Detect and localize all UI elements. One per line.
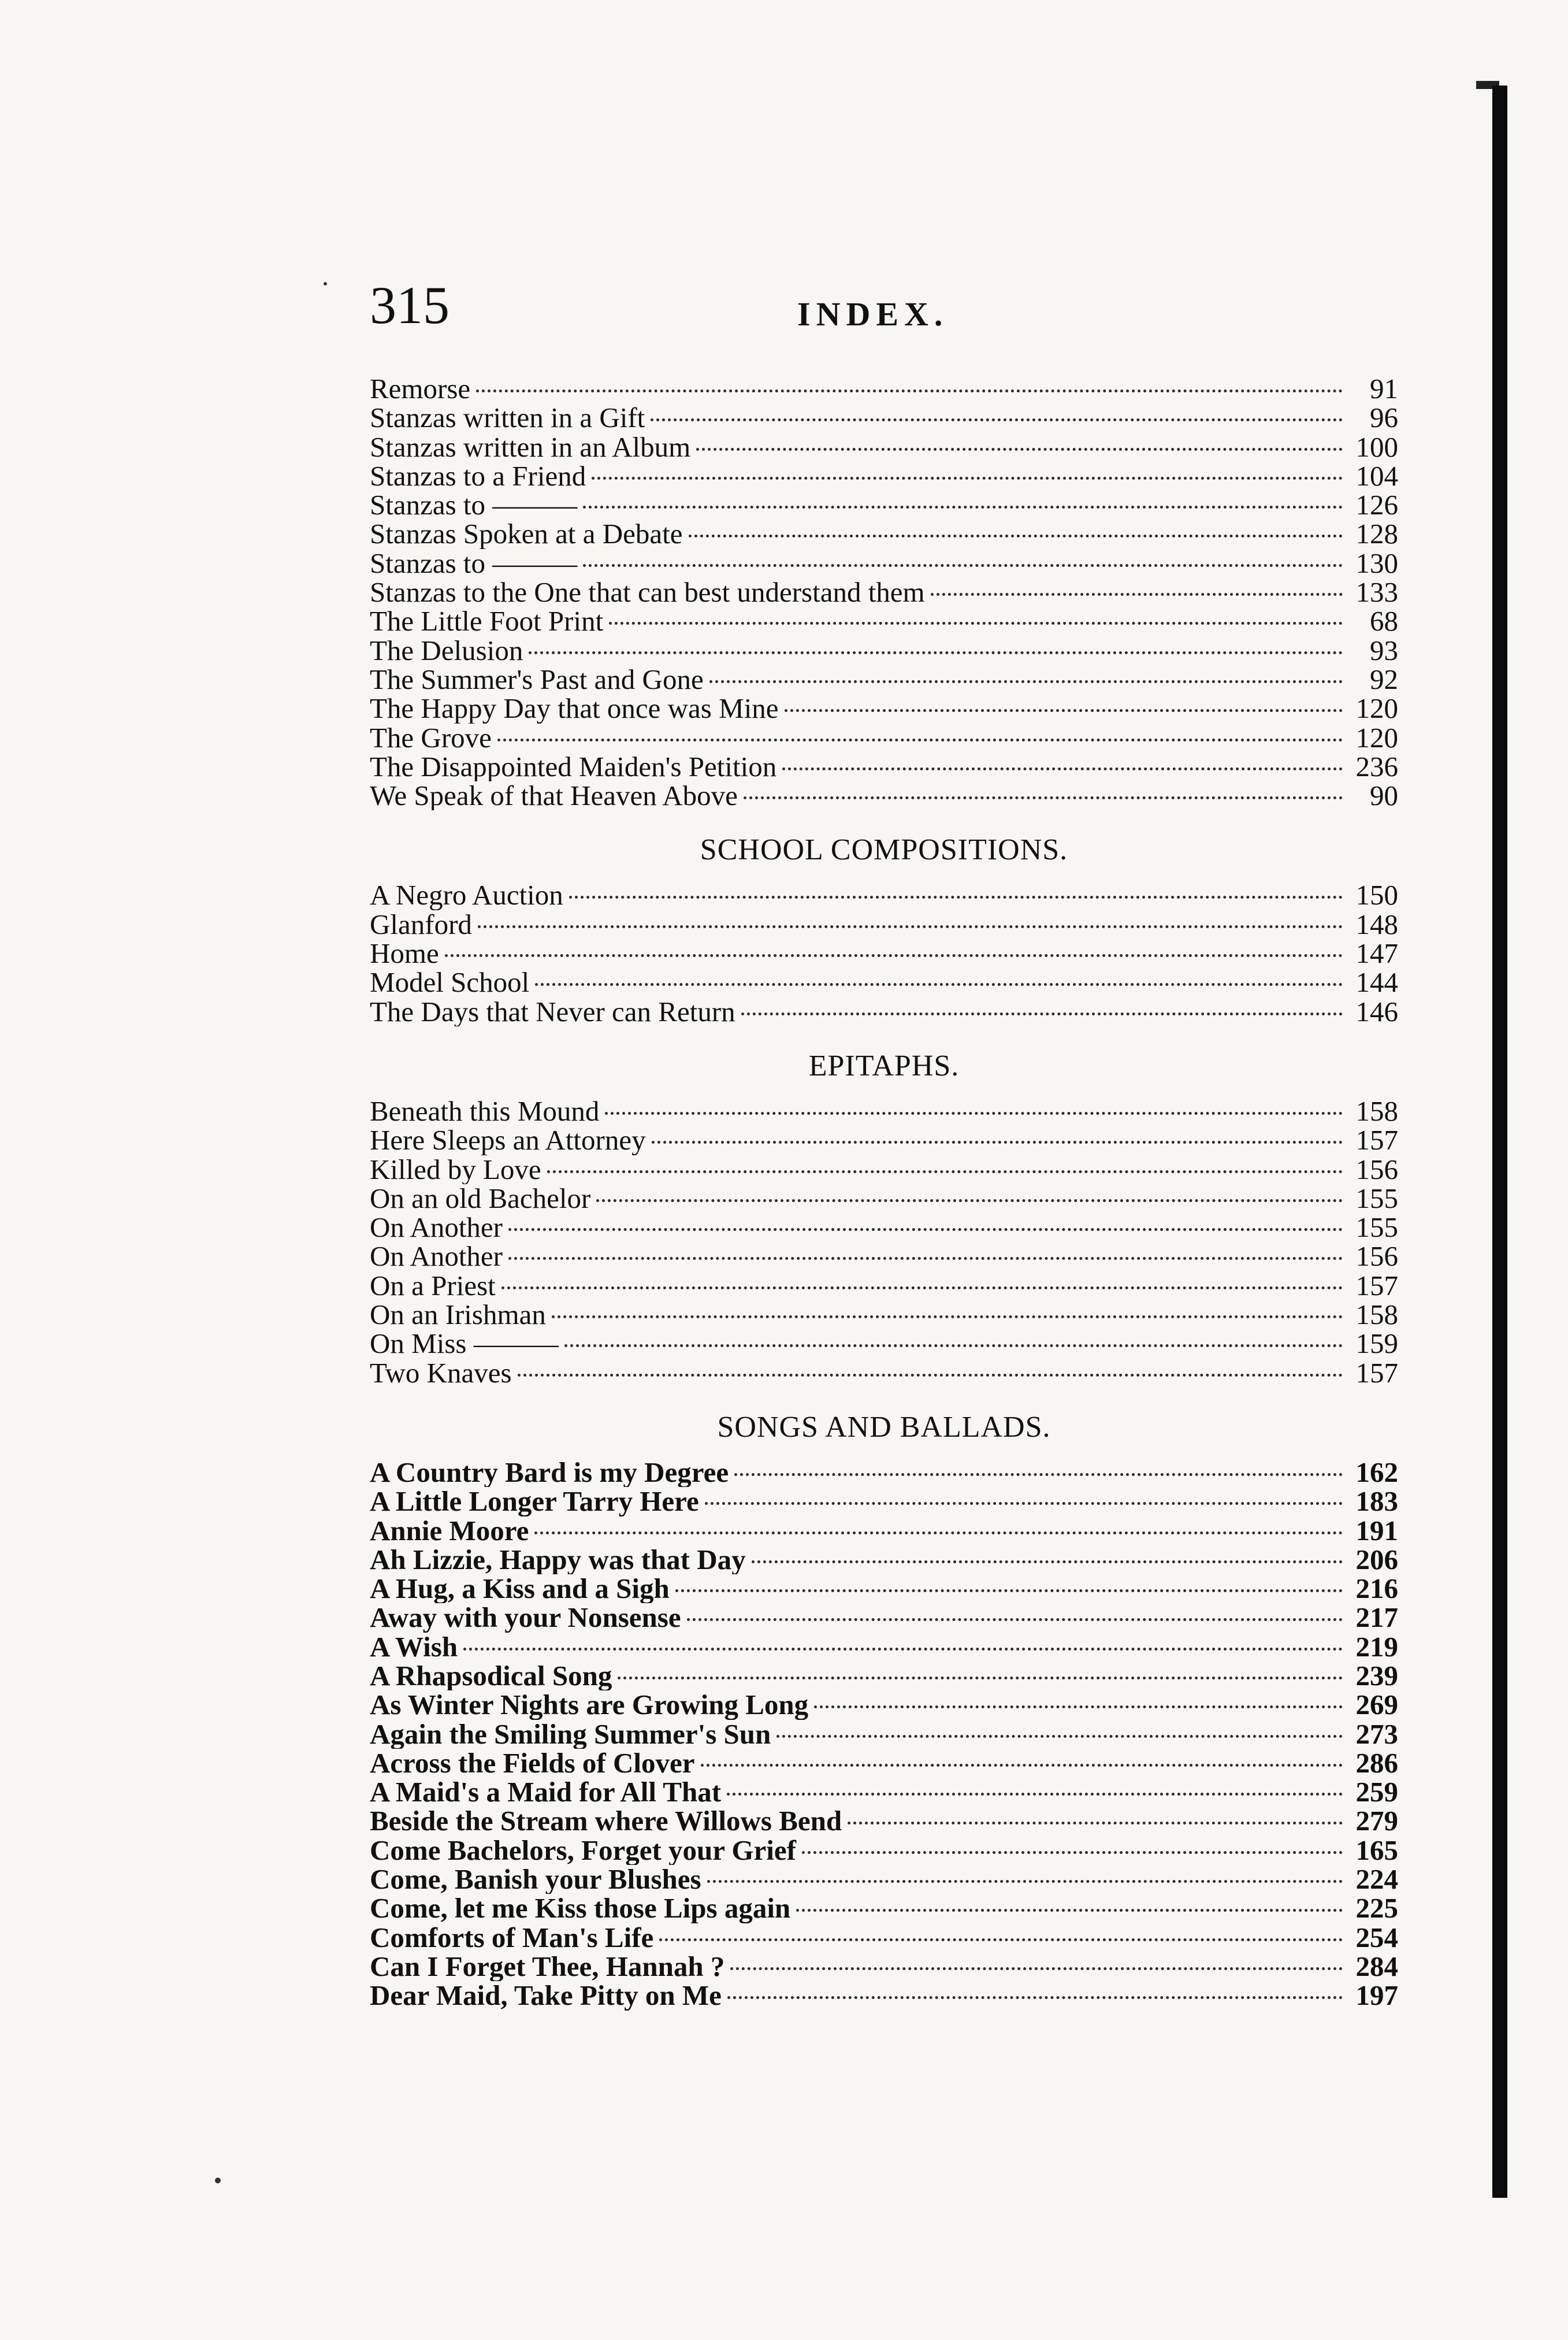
index-entry [370,694,1398,723]
index-entry [370,1545,1398,1574]
index-entry [370,1271,1398,1300]
dot-leader [534,1531,1343,1534]
entry-title: Comforts of Man's Life [370,1923,654,1952]
dot-leader [675,1589,1343,1592]
dot-leader [596,1199,1343,1202]
index-entry [370,1662,1398,1690]
entry-title: A Maid's a Maid for All That [370,1778,722,1807]
dot-leader [744,796,1343,799]
index-entry [370,1836,1398,1865]
dot-leader [518,1374,1343,1377]
index-entry [370,403,1398,432]
entry-page-number: 217 [1355,1603,1398,1633]
entry-title: Come, let me Kiss those Lips again [370,1894,791,1923]
dot-leader [564,1344,1343,1347]
entry-title: Stanzas to the One that can best understand them [370,578,925,607]
dot-leader [651,418,1343,421]
index-entry [370,549,1398,578]
entry-page-number: 120 [1355,694,1398,724]
dot-leader [705,1502,1343,1505]
entry-page-number: 100 [1355,432,1398,462]
entry-title: As Winter Nights are Growing Long [370,1690,809,1720]
index-entry [370,1242,1398,1271]
entry-page-number: 128 [1355,520,1398,549]
entry-title: Away with your Nonsense [370,1603,681,1633]
dot-leader [802,1851,1343,1854]
entry-title: A Wish [370,1632,458,1662]
entry-title: Killed by Love [370,1155,541,1184]
entry-page-number: 259 [1355,1778,1398,1807]
entry-page-number: 284 [1355,1952,1398,1982]
index-entry [370,881,1398,910]
entry-page-number: 155 [1355,1213,1398,1243]
entry-page-number: 146 [1355,997,1398,1026]
entry-page-number: 206 [1355,1545,1398,1575]
dot-leader [497,739,1343,741]
entry-title: A Little Longer Tarry Here [370,1487,699,1516]
index-entry [370,910,1398,939]
page-header [370,276,1398,340]
entry-title: The Summer's Past and Gone [370,665,704,695]
entry-title: Stanzas written in an Album [370,432,691,462]
dot-leader [776,1735,1343,1738]
entry-page-number: 157 [1355,1271,1398,1301]
entry-page-number: 93 [1370,636,1398,665]
entry-page-number: 133 [1355,578,1398,607]
entry-title: The Days that Never can Return [370,997,735,1026]
entry-title: Stanzas to ——— [370,548,578,578]
entry-title: Annie Moore [370,1516,529,1545]
dot-leader [535,983,1343,986]
dot-leader [569,896,1343,899]
index-entry [370,578,1398,607]
running-title: INDEX. [797,295,949,333]
entry-page-number: 165 [1355,1835,1398,1866]
dot-leader [609,622,1343,625]
index-entry [370,1516,1398,1545]
entry-title: A Negro Auction [370,881,563,910]
dot-leader [583,506,1343,509]
entry-title: Stanzas to a Friend [370,461,586,491]
index-section [370,1388,1398,2011]
dot-leader [618,1677,1343,1679]
ink-speck [324,282,327,285]
entry-title: The Delusion [370,636,523,665]
entry-title: Glanford [370,910,472,940]
entry-page-number: 156 [1355,1242,1398,1271]
entry-page-number: 191 [1355,1516,1398,1545]
index-entry [370,1923,1398,1952]
entry-page-number: 156 [1355,1155,1398,1184]
dot-leader [508,1257,1343,1260]
entry-title: Come, Banish your Blushes [370,1865,701,1894]
index-entry [370,997,1398,1026]
index-entry [370,1213,1398,1242]
entry-title: Dear Maid, Take Pitty on Me [370,1981,722,2011]
entry-title: The Little Foot Print [370,607,604,636]
dot-leader [734,1473,1343,1476]
dot-leader [741,1013,1343,1015]
dot-leader [592,477,1343,480]
dot-leader [848,1822,1343,1824]
index-entry [370,1981,1398,2010]
dot-leader [652,1141,1343,1144]
index-list [370,374,1398,2011]
index-entry [370,491,1398,520]
dot-leader [707,1880,1343,1883]
entry-page-number: 225 [1355,1894,1398,1923]
dot-leader [476,390,1343,392]
entry-page-number: 216 [1355,1574,1398,1604]
entry-title: The Disappointed Maiden's Petition [370,752,777,782]
index-entry [370,1807,1398,1835]
entry-title: Can I Forget Thee, Hannah ? [370,1952,725,1982]
entry-title: On an old Bachelor [370,1184,591,1214]
dot-leader [605,1112,1343,1115]
index-entry [370,1155,1398,1184]
entry-title: Come Bachelors, Forget your Grief [370,1835,796,1866]
entry-page-number: 157 [1355,1126,1398,1155]
entry-title: Ah Lizzie, Happy was that Day [370,1545,746,1575]
entry-title: On an Irishman [370,1300,546,1330]
ink-speck [215,2178,221,2183]
index-entry [370,1720,1398,1749]
entry-title: On Another [370,1242,503,1271]
dot-leader [814,1705,1343,1708]
entry-page-number: 254 [1355,1923,1398,1952]
entry-page-number: 158 [1355,1096,1398,1126]
dot-leader [701,1764,1343,1767]
index-entry [370,1952,1398,1981]
dot-leader [727,1996,1343,1999]
index-entry [370,462,1398,491]
dot-leader [501,1286,1343,1289]
entry-title: Remorse [370,374,471,404]
entry-page-number: 155 [1355,1184,1398,1214]
index-entry [370,968,1398,997]
index-entry [370,1458,1398,1487]
entry-page-number: 144 [1355,968,1398,997]
entry-title: We Speak of that Heaven Above [370,781,738,811]
entry-page-number: 147 [1355,939,1398,969]
entry-page-number: 157 [1355,1358,1398,1388]
entry-page-number: 68 [1370,607,1398,636]
page-edge-shadow [1492,86,1507,2198]
entry-title: Model School [370,968,530,997]
entry-page-number: 96 [1370,403,1398,433]
dot-leader [445,954,1343,957]
index-entry [370,1603,1398,1632]
index-entry [370,781,1398,810]
index-section [370,374,1398,810]
entry-page-number: 90 [1370,781,1398,811]
entry-page-number: 104 [1355,461,1398,491]
section-heading: SONGS AND BALLADS. [717,1410,1051,1444]
entry-page-number: 162 [1355,1458,1398,1488]
dot-leader [478,925,1343,928]
dot-leader [931,593,1343,596]
dot-leader [709,680,1343,683]
index-entry [370,374,1398,403]
entry-page-number: 159 [1355,1329,1398,1359]
entry-title: Beneath this Mound [370,1096,600,1126]
index-entry [370,1633,1398,1662]
dot-leader [659,1938,1343,1941]
index-entry [370,1778,1398,1807]
index-entry [370,1865,1398,1894]
dot-leader [782,767,1343,770]
dot-leader [583,564,1343,567]
entry-title: Two Knaves [370,1358,512,1388]
index-entry [370,1097,1398,1126]
entry-title: On a Priest [370,1271,496,1301]
dot-leader [752,1560,1343,1563]
dot-leader [547,1170,1343,1173]
entry-title: A Hug, a Kiss and a Sigh [370,1574,670,1604]
entry-title: Stanzas Spoken at a Debate [370,520,683,549]
dot-leader [796,1909,1343,1912]
entry-page-number: 269 [1355,1690,1398,1720]
index-entry [370,1329,1398,1358]
entry-title: The Happy Day that once was Mine [370,694,779,724]
entry-title: Here Sleeps an Attorney [370,1126,646,1155]
dot-leader [689,535,1343,537]
index-entry [370,1894,1398,1923]
entry-title: Beside the Stream where Willows Bend [370,1807,842,1836]
entry-page-number: 224 [1355,1865,1398,1894]
entry-page-number: 148 [1355,910,1398,940]
entry-page-number: 236 [1355,752,1398,782]
section-heading: EPITAPHS. [808,1049,960,1082]
dot-leader [727,1793,1343,1796]
entry-title: The Grove [370,723,492,752]
entry-title: Stanzas to ——— [370,491,578,520]
entry-title: Again the Smiling Summer's Sun [370,1719,771,1749]
index-entry [370,607,1398,636]
entry-page-number: 158 [1355,1300,1398,1330]
section-heading: SCHOOL COMPOSITIONS. [700,833,1068,867]
index-entry [370,724,1398,752]
index-entry [370,665,1398,694]
entry-title: A Country Bard is my Degree [370,1458,729,1488]
index-entry [370,1184,1398,1213]
index-entry [370,1487,1398,1516]
dot-leader [785,709,1343,712]
entry-page-number: 120 [1355,723,1398,752]
entry-page-number: 150 [1355,881,1398,910]
page-number: 315 [370,276,449,335]
entry-page-number: 92 [1370,665,1398,695]
entry-title: A Rhapsodical Song [370,1661,612,1691]
index-entry [370,1690,1398,1719]
entry-page-number: 239 [1355,1661,1398,1691]
entry-title: Across the Fields of Clover [370,1748,695,1778]
entry-title: Stanzas written in a Gift [370,403,645,433]
entry-page-number: 183 [1355,1487,1398,1516]
index-entry [370,1126,1398,1155]
entry-title: Home [370,939,439,969]
entry-page-number: 273 [1355,1719,1398,1749]
dot-leader [552,1315,1343,1318]
index-section [370,1026,1398,1388]
entry-title: On Another [370,1213,503,1243]
dot-leader [463,1648,1343,1651]
dot-leader [696,448,1343,451]
dot-leader [529,651,1343,654]
entry-page-number: 286 [1355,1748,1398,1778]
index-entry [370,939,1398,968]
dot-leader [730,1967,1343,1970]
entry-page-number: 130 [1355,548,1398,578]
entry-page-number: 91 [1370,374,1398,404]
entry-page-number: 219 [1355,1632,1398,1662]
index-entry [370,520,1398,548]
index-section [370,810,1398,1026]
entry-page-number: 197 [1355,1981,1398,2011]
entry-page-number: 279 [1355,1807,1398,1836]
index-entry [370,1359,1398,1388]
index-entry [370,752,1398,781]
index-entry [370,1749,1398,1778]
entry-title: On Miss ——— [370,1329,559,1359]
index-entry [370,636,1398,665]
index-entry [370,1574,1398,1603]
index-entry [370,1300,1398,1329]
entry-page-number: 126 [1355,491,1398,520]
dot-leader [687,1618,1343,1621]
index-entry [370,433,1398,462]
dot-leader [508,1228,1343,1231]
